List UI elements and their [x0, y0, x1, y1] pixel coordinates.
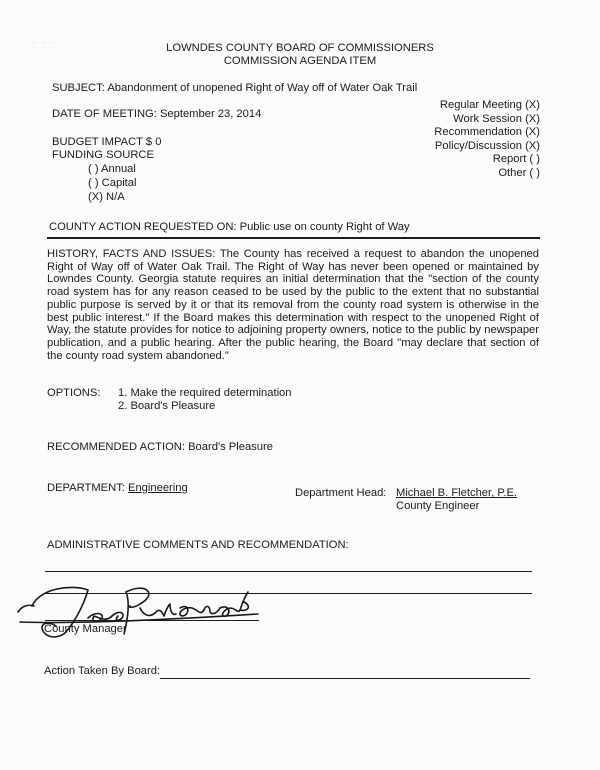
recommended-action: RECOMMENDED ACTION: Board's Pleasure [47, 441, 273, 453]
header-line-2: COMMISSION AGENDA ITEM [223, 55, 377, 67]
county-action-requested: COUNTY ACTION REQUESTED ON: Public use on county Right of Way [49, 221, 410, 233]
department-label: DEPARTMENT: [47, 482, 125, 494]
meeting-type-regular: Regular Meeting (X) [439, 99, 540, 111]
meeting-type-policy: Policy/Discussion (X) [434, 139, 540, 152]
option-2: 2. Board's Pleasure [118, 400, 216, 412]
funding-option-capital: ( ) Capital [88, 177, 137, 189]
header-line-1: LOWNDES COUNTY BOARD OF COMMISSIONERS [166, 42, 434, 54]
meeting-type-list [420, 99, 540, 181]
admin-comments-heading: ADMINISTRATIVE COMMENTS AND RECOMMENDATION: [47, 539, 349, 551]
option-1: 1. Make the required determination [118, 387, 292, 399]
scan-speck: · · · [33, 40, 58, 46]
meeting-type-other: Other ( ) [498, 166, 540, 179]
meeting-type-recommendation: Recommendation (X) [434, 126, 540, 139]
subject-line: SUBJECT: Abandonment of unopened Right of Way off of Water Oak Trail [52, 82, 418, 94]
department-head-name: Michael B. Fletcher, P.E. [396, 487, 518, 499]
budget-impact: BUDGET IMPACT $ 0 [52, 136, 162, 148]
department-value: Engineering [128, 482, 188, 494]
action-taken-label: Action Taken By Board: [44, 665, 161, 677]
department-head-title: County Engineer [396, 500, 480, 512]
meeting-type-work-session: Work Session (X) [453, 112, 540, 125]
county-manager-label: County Manager [44, 623, 127, 635]
department-head-label: Department Head: [295, 487, 387, 499]
funding-source-label: FUNDING SOURCE [52, 149, 154, 161]
options-label: OPTIONS: [47, 387, 101, 399]
funding-option-na: (X) N/A [88, 191, 125, 203]
section-divider [47, 237, 540, 239]
history-paragraph: HISTORY, FACTS AND ISSUES: The County has received a request to abandon the unopened Right of Way off of Water Oak Trail. The Right of Way has never been opened or maintained by Lowndes County. Georgia statute requires an initial determination that the "section of the county road system has for any reason ceased to be used by the public to the extent that no substantial public purpose is served by it or that its removal from the county road system is otherwise in the best public interest." If the Board makes this determination with respect to the unopened Right of Way, the statute provides for notice to adjoining property owners, notice to the public by newspaper publication, and a public hearing. After the public hearing, the Board "may declare that section of the county road system abandoned." [47, 248, 539, 362]
comment-line-1 [45, 571, 532, 572]
action-taken-line [160, 678, 530, 679]
meeting-type-report: Report ( ) [492, 153, 540, 166]
meeting-date: DATE OF MEETING: September 23, 2014 [52, 108, 262, 120]
funding-option-annual: ( ) Annual [88, 163, 136, 175]
